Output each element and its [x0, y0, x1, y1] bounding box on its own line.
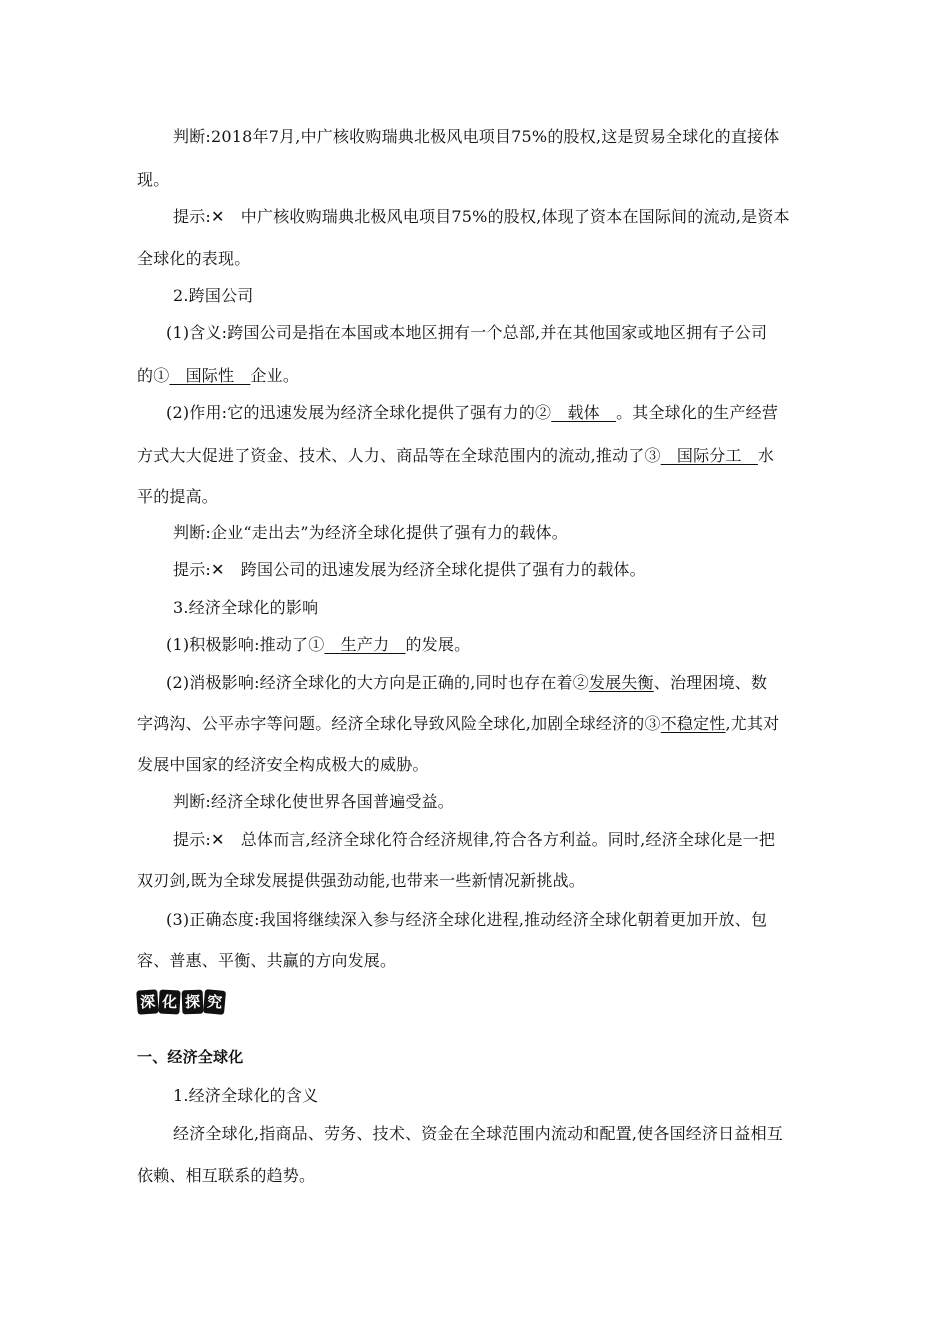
blank-answer-productivity: 生产力 — [324, 635, 406, 654]
hint-label: 提示: — [173, 207, 211, 226]
judgment-3: 判断:经济全球化使世界各国普遍受益。 — [173, 792, 454, 811]
function-line-1: (2)作用:它的迅速发展为经济全球化提供了强有力的② 载体 。其全球化的生产经营 — [166, 403, 779, 422]
badge-char-3: 探 — [181, 990, 203, 1015]
negative-impact-line-1: (2)消极影响:经济全球化的大方向是正确的,同时也存在着②发展失衡、治理困境、数 — [166, 673, 768, 692]
hint-text: 中广核收购瑞典北极风电项目75%的股权,体现了资本在国际间的流动,是资本 — [224, 207, 790, 226]
blank-answer-2: 载体 — [551, 403, 617, 422]
cross-mark-icon: ✕ — [211, 830, 225, 849]
hint-text: 总体而言,经济全球化符合经济规律,符合各方利益。同时,经济全球化是一把 — [224, 830, 776, 849]
meaning-line-2: 依赖、相互联系的趋势。 — [137, 1166, 316, 1185]
hint-3-line-1 — [173, 830, 775, 850]
function-line-2: 方式大大促进了资金、技术、人力、商品等在全球范围内的流动,推动了③ 国际分工 水 — [137, 446, 775, 465]
hint-label: 提示: — [173, 560, 211, 579]
heading-multinational-companies: 2.跨国公司 — [173, 286, 254, 305]
cross-mark-icon: ✕ — [211, 560, 225, 579]
blank-answer-1: 国际性 — [169, 366, 251, 385]
definition-line-1: (1)含义:跨国公司是指在本国或本地区拥有一个总部,并在其他国家或地区拥有子公司 — [166, 323, 768, 342]
cross-mark-icon: ✕ — [211, 207, 225, 226]
positive-impact: (1)积极影响:推动了① 生产力 的发展。 — [166, 635, 471, 654]
hint-3-line-2: 双刃剑,既为全球发展提供强劲动能,也带来一些新情况新挑战。 — [137, 871, 585, 890]
answer-instability: 不稳定性 — [660, 714, 726, 733]
hint-1-line-1 — [173, 207, 790, 227]
heading-globalization-impact: 3.经济全球化的影响 — [173, 598, 319, 617]
badge-char-4: 究 — [203, 989, 226, 1015]
answer-imbalance: 发展失衡 — [588, 673, 654, 692]
correct-attitude-line-1: (3)正确态度:我国将继续深入参与经济全球化进程,推动经济全球化朝着更加开放、包 — [166, 910, 768, 929]
judgment-1-line-2: 现。 — [137, 170, 170, 189]
section-heading-economic-globalization: 一、经济全球化 — [137, 1048, 244, 1066]
meaning-line-1: 经济全球化,指商品、劳务、技术、资金在全球范围内流动和配置,使各国经济日益相互 — [173, 1124, 783, 1143]
badge-char-2: 化 — [159, 989, 181, 1014]
hint-1-line-2: 全球化的表现。 — [137, 249, 251, 268]
judgment-1-line-1: 判断:2018年7月,中广核收购瑞典北极风电项目75%的股权,这是贸易全球化的直接体 — [173, 127, 780, 146]
hint-2 — [173, 560, 646, 580]
hint-text: 跨国公司的迅速发展为经济全球化提供了强有力的载体。 — [224, 560, 646, 579]
negative-impact-line-3: 发展中国家的经济安全构成极大的威胁。 — [137, 755, 429, 774]
deepen-explore-badge — [137, 990, 225, 1014]
subheading-meaning: 1.经济全球化的含义 — [173, 1086, 319, 1105]
hint-label: 提示: — [173, 830, 211, 849]
negative-impact-line-2: 字鸿沟、公平赤字等问题。经济全球化导致风险全球化,加剧全球经济的③不稳定性,尤其对 — [137, 714, 780, 733]
definition-line-2: 的① 国际性 企业。 — [137, 366, 300, 385]
function-line-3: 平的提高。 — [137, 487, 219, 506]
badge-char-1: 深 — [136, 989, 159, 1014]
correct-attitude-line-2: 容、普惠、平衡、共赢的方向发展。 — [137, 951, 397, 970]
judgment-2: 判断:企业“走出去”为经济全球化提供了强有力的载体。 — [173, 523, 568, 542]
blank-answer-3: 国际分工 — [660, 446, 758, 465]
